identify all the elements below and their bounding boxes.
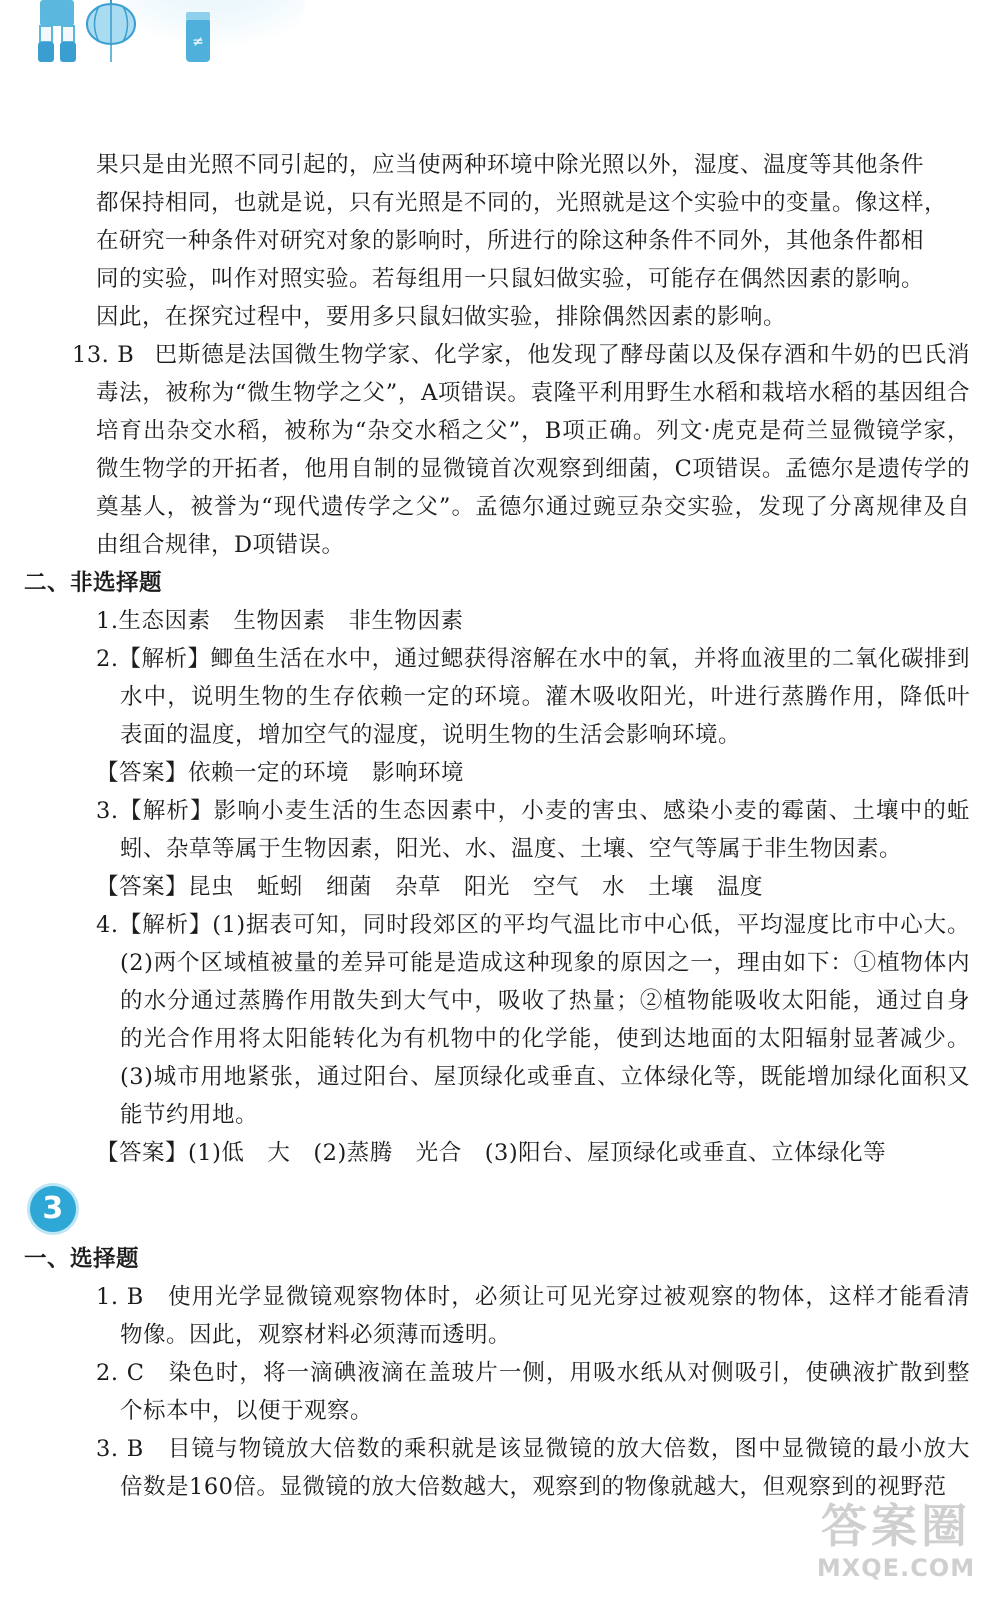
answer-item: 1. B 使用光学显微镜观察物体时，必须让可见光穿过被观察的物体，这样才能看清物像。因此，观察材料必须薄而透明。 (96, 1284, 970, 1348)
answer-item: 3.【解析】影响小麦生活的生态因素中，小麦的害虫、感染小麦的霉菌、土壤中的蚯蚓、杂草等属于生物因素，阳光、水、温度、土壤、空气等属于非生物因素。 (96, 798, 970, 862)
header-decoration (0, 0, 996, 80)
question-explanation: 巴斯德是法国微生物学家、化学家，他发现了酵母菌以及保存酒和牛奶的巴氏消毒法，被称为“微生物学之父”，A项错误。袁隆平利用野生水稻和栽培水稻的基因组合培育出杂交水稻，被称为“杂交水稻之父”，B项正确。列文·虎克是荷兰显微镜学家，微生物学的开拓者，他用自制的显微镜首次观察到细菌，C项错误。孟德尔是遗传学的奠基人，被誉为“现代遗传学之父”。孟德尔通过豌豆杂交实验，发现了分离规律及自由组合规律，D项错误。 (96, 342, 970, 558)
watermark-url: MXQE.COM (816, 1554, 976, 1582)
answer-item: 1.生态因素 生物因素 非生物因素 (96, 608, 464, 634)
text-line: 果只是由光照不同引起的，应当使两种环境中除光照以外，湿度、温度等其他条件 (96, 152, 925, 178)
text-line: 在研究一种条件对研究对象的影响时，所进行的除这种条件不同外，其他条件都相 (96, 228, 925, 254)
answer-content (24, 146, 970, 1506)
answer-item: 【答案】依赖一定的环境 影响环境 (96, 760, 465, 786)
answer-item: 2.【解析】鲫鱼生活在水中，通过鳃获得溶解在水中的氧，并将血液里的二氧化碳排到水中，说明生物的生存依赖一定的环境。灌木吸收阳光，叶进行蒸腾作用，降低叶表面的温度，增加空气的湿度，说明生物的生活会影响环境。 (96, 646, 970, 748)
answer-item: 4.【解析】(1)据表可知，同时段郊区的平均气温比市中心低，平均湿度比市中心大。(2)两个区域植被量的差异可能是造成这种现象的原因之一，理由如下：①植物体内的水分通过蒸腾作用散失到大气中，吸收了热量；②植物能吸收太阳能，通过自身的光合作用将太阳能转化为有机物中的化学能，使到达地面的太阳辐射显著减少。(3)城市用地紧张，通过阳台、屋顶绿化或垂直、立体绿化等，既能增加绿化面积又能节约用地。 (96, 912, 970, 1128)
site-watermark (816, 1498, 976, 1594)
answer-item: 2. C 染色时，将一滴碘液滴在盖玻片一侧，用吸水纸从对侧吸引，使碘液扩散到整个标本中，以便于观察。 (96, 1360, 970, 1424)
answer-item: 【答案】昆虫 蚯蚓 细菌 杂草 阳光 空气 水 土壤 温度 (96, 874, 764, 900)
question-13 (24, 336, 970, 564)
watermark-logo-text: 答案圈 (821, 1499, 971, 1553)
unit-number-badge: 3 (30, 1186, 76, 1232)
svg-text:≠: ≠ (192, 34, 204, 50)
text-line: 都保持相同，也就是说，只有光照是不同的，光照就是这个实验中的变量。像这样， (96, 190, 948, 216)
section-heading-nonchoice: 二、非选择题 (24, 570, 163, 596)
question-number: 13. B (72, 342, 135, 368)
text-line: 因此，在探究过程中，要用多只鼠妇做实验，排除偶然因素的影响。 (96, 304, 787, 330)
section-heading-choice: 一、选择题 (24, 1246, 140, 1272)
answer-item: 3. B 目镜与物镜放大倍数的乘积就是该显微镜的放大倍数，图中显微镜的最小放大倍数是160倍。显微镜的放大倍数越大，观察到的物像就越大，但观察到的视野范 (96, 1436, 970, 1500)
unit-badge-row (24, 1172, 970, 1240)
text-line: 同的实验，叫作对照实验。若每组用一只鼠妇做实验，可能存在偶然因素的影响。 (96, 266, 925, 292)
answer-item: 【答案】(1)低 大 (2)蒸腾 光合 (3)阳台、屋顶绿化或垂直、立体绿化等 (96, 1140, 887, 1166)
